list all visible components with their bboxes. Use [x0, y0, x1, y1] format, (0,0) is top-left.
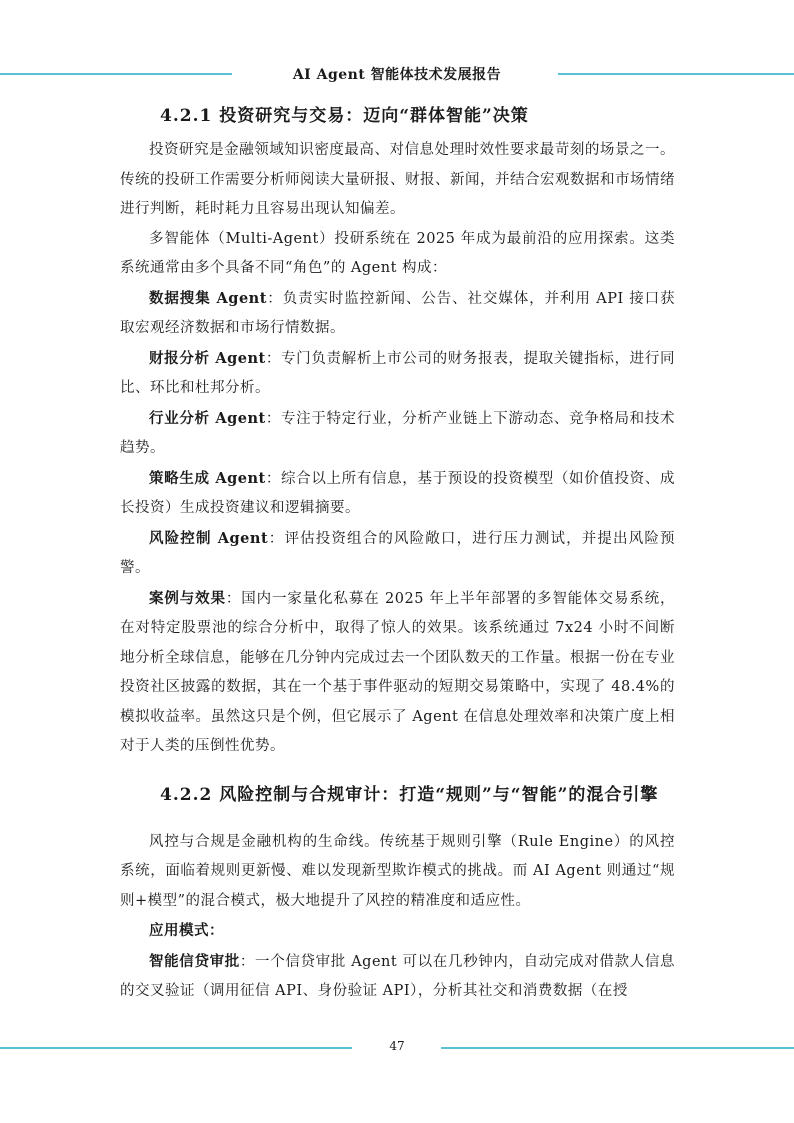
- agent-name: 风险控制 Agent: [149, 529, 269, 547]
- agent-name: 行业分析 Agent: [149, 409, 266, 427]
- agent-desc: ：专注于特定行业，分析产业链上下游动态、竞争格局和技术趋势。: [120, 410, 675, 456]
- report-title: AI Agent 智能体技术发展报告: [292, 67, 502, 83]
- agent-name: 财报分析 Agent: [149, 349, 266, 367]
- agent-name: 策略生成 Agent: [149, 469, 266, 487]
- paragraph-apps-label: [120, 916, 675, 947]
- page-number: 47: [389, 1039, 405, 1053]
- paragraph-intro: 投资研究是金融领域知识密度最高、对信息处理时效性要求最苛刻的场景之一。传统的投研工作需要分析师阅读大量研报、财报、新闻，并结合宏观数据和市场情绪进行判断，耗时耗力且容易出现认知偏差。: [120, 142, 675, 217]
- agent-desc: ：专门负责解析上市公司的财务报表，提取关键指标，进行同比、环比和杜邦分析。: [120, 350, 675, 396]
- agent-desc: ：综合以上所有信息，基于预设的投资模型（如价值投资、成长投资）生成投资建议和逻辑摘要。: [120, 470, 675, 516]
- agent-item-strategy: [120, 464, 675, 524]
- case-text: ：国内一家量化私募在 2025 年上半年部署的多智能体交易系统，在对特定股票池的综合分析中，取得了惊人的效果。该系统通过 7x24 小时不间断地分析全球信息，能够在几分钟内完成过去一个团队数天的工作量。根据一份在专业投资社区披露的数据，其在一个基于事件驱动的短期交易策略中，实现了 48.4%的模拟收益率。虽然这只是个例，但它展示了 Agent 在信息处理效率和决策广度上相对于人类的压倒性优势。: [120, 590, 675, 754]
- agent-name: 数据搜集 Agent: [149, 289, 267, 307]
- section-heading-4-2-2: 4.2.2 风险控制与合规审计：打造“规则”与“智能”的混合引擎: [160, 784, 659, 805]
- header-rule-right: [558, 73, 794, 75]
- paragraph-multi-agent: 多智能体（Multi-Agent）投研系统在 2025 年成为最前沿的应用探索。这类系统通常由多个具备不同“角色”的 Agent 构成：: [120, 230, 675, 276]
- agent-desc: ：负责实时监控新闻、公告、社交媒体，并利用 API 接口获取宏观经济数据和市场行情数据。: [120, 290, 675, 336]
- paragraph-credit: [120, 947, 675, 1007]
- agent-desc: ：评估投资组合的风险敞口，进行压力测试，并提出风险预警。: [120, 530, 676, 576]
- agent-item-financial-report: [120, 344, 675, 404]
- case-label: 案例与效果: [149, 589, 226, 607]
- credit-text: ：一个信贷审批 Agent 可以在几秒钟内，自动完成对借款人信息的交叉验证（调用征信 API、身份验证 API），分析其社交和消费数据（在授: [120, 953, 676, 999]
- section-heading-4-2-1: 4.2.1 投资研究与交易：迈向“群体智能”决策: [160, 106, 529, 126]
- page-body: [120, 102, 675, 1007]
- paragraph-risk-intro: 风控与合规是金融机构的生命线。传统基于规则引擎（Rule Engine）的风控系统，面临着规则更新慢、难以发现新型欺诈模式的挑战。而 AI Agent 则通过“规则+模型”的混合模式，极大地提升了风控的精准度和适应性。: [120, 833, 675, 909]
- agent-item-data-collection: [120, 284, 675, 344]
- apps-label: 应用模式：: [149, 922, 224, 939]
- footer-rule-right: [441, 1047, 794, 1049]
- credit-label: 智能信贷审批: [149, 952, 240, 970]
- agent-item-risk: [120, 524, 675, 584]
- paragraph-case: [120, 584, 675, 762]
- agent-item-industry: [120, 404, 675, 464]
